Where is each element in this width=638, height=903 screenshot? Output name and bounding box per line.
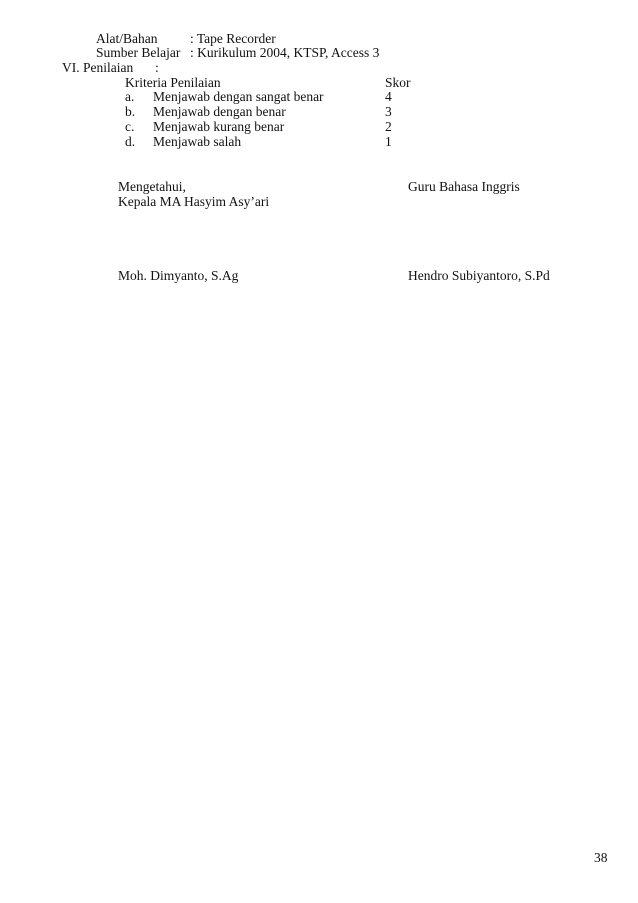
criteria-header: Kriteria Penilaian [125,75,221,90]
criteria-score: 3 [385,104,392,119]
criteria-text: Menjawab dengan benar [153,104,286,119]
page-number: 38 [594,850,608,865]
acknowledged-label: Mengetahui, [118,179,186,194]
tools-label: Alat/Bahan [96,31,158,46]
teacher-name: Hendro Subiyantoro, S.Pd [408,268,550,283]
criteria-text: Menjawab salah [153,134,242,149]
score-header: Skor [385,75,411,90]
criteria-text: Menjawab kurang benar [153,119,285,134]
criteria-letter: a. [125,89,135,104]
criteria-letter: b. [125,104,136,119]
criteria-score: 2 [385,119,392,134]
criteria-text: Menjawab dengan sangat benar [153,89,324,104]
criteria-letter: c. [125,119,135,134]
tools-value: : Tape Recorder [190,31,276,46]
section-colon: : [155,60,159,75]
criteria-score: 1 [385,134,392,149]
principal-name: Moh. Dimyanto, S.Ag [118,268,239,283]
principal-title: Kepala MA Hasyim Asy’ari [118,194,270,209]
section-heading: VI. Penilaian [62,60,134,75]
criteria-letter: d. [125,134,136,149]
sources-value: : Kurikulum 2004, KTSP, Access 3 [190,45,380,60]
sources-label: Sumber Belajar [96,45,181,60]
teacher-title: Guru Bahasa Inggris [408,179,520,194]
criteria-score: 4 [385,89,392,104]
